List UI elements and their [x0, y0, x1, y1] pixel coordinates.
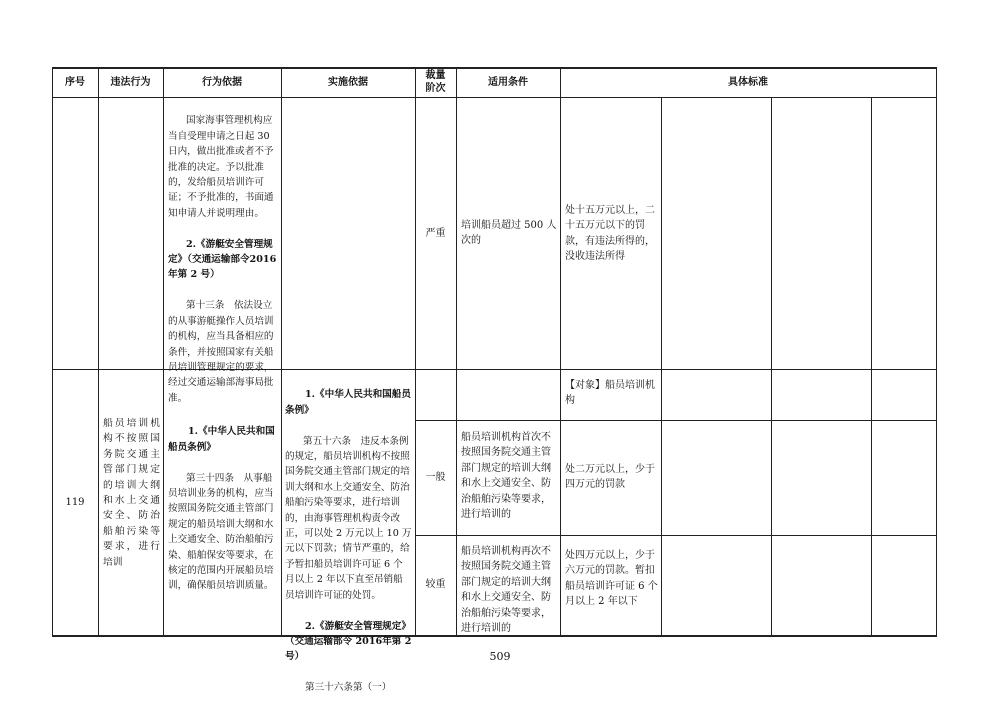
- col-border: [661, 97, 662, 637]
- col-border: [560, 67, 561, 637]
- basis-article-text: 第十三条 依法设立的从事游艇操作人员培训的机构，应当具备相应的条件，并按照国家有关船员培训管理规定的要求，经过交通运输部海事局批准。: [168, 300, 274, 404]
- col-border: [163, 67, 164, 637]
- sub-row-divider: [415, 535, 937, 536]
- header-basis: 行为依据: [202, 76, 242, 88]
- col-border: [771, 97, 772, 637]
- impl-regulation-title-2: 2.《游艇安全管理规定》（交通运输部令 2016年第 2 号）: [285, 620, 412, 663]
- condition-severe: 培训船员超过 500 人次的: [461, 220, 557, 247]
- page-number: 509: [489, 650, 511, 663]
- basis-regulation-title: 2.《游艇安全管理规定》（交通运输部令2016 年第 2 号）: [168, 238, 277, 281]
- basis-119: [168, 409, 278, 609]
- impl-regulation-title: 1.《中华人民共和国船员条例》: [285, 389, 411, 416]
- sub-row-divider: [415, 420, 937, 421]
- table-bottom-border: [52, 635, 937, 637]
- level-general: 一般: [425, 472, 446, 484]
- impl-article-tail: 第三十六条第（一）: [305, 682, 392, 694]
- basis-continuation: [168, 98, 278, 422]
- col-border: [936, 67, 937, 637]
- header-level: 裁量 阶次: [425, 70, 446, 94]
- basis-article-text: 第三十四条 从事船员培训业务的机构，应当按照国务院交通主管部门规定的船员培训大纲和水上交通安全、防治船舶污染、船舶保安等要求，在核定的范围内开展船员培训，确保船员培训质量。: [168, 472, 274, 592]
- standard-general: 处二万元以上，少于四万元的罚款: [565, 464, 655, 491]
- header-impl: 实施依据: [328, 76, 368, 88]
- violation-text: 船员培训机构不按照国务院交通主管部门规定的培训大纲和水上交通安全、防治船舶污染等要求，进行培训: [103, 418, 160, 568]
- col-border: [871, 97, 872, 637]
- standard-heavier: 处四万元以上，少于六万元的罚款。暂扣船员培训许可证 6 个月以上 2 年以下: [565, 550, 658, 608]
- row-seq-number: 119: [65, 496, 85, 508]
- condition-heavier: 船员培训机构再次不按照国务院交通主管部门规定的培训大纲和水上交通安全、防治船舶污染等要求，进行培训的: [461, 546, 551, 634]
- header-violation: 违法行为: [110, 76, 151, 88]
- header-condition: 适用条件: [488, 76, 528, 88]
- basis-text: 国家海事管理机构应当自受理申请之日起 30 日内，做出批准或者不予批准的决定。予以批准的，发给船员培训许可证；不予批准的，书面通知申请人并说明理由。: [168, 115, 274, 219]
- basis-regulation-title: 1.《中华人民共和国船员条例》: [168, 426, 275, 453]
- header-standard: 具体标准: [728, 76, 768, 88]
- impl-article-text: 第五十六条 违反本条例的规定，船员培训机构不按照国务院交通主管部门规定的培训大纲和水上交通安全、防治船舶污染等要求，进行培训的，由海事管理机构责令改正，可以处 2 万元以上 10 万元以下罚款；情节严重的，给予暂扣船员培训许可证 6 个月以上 2 年以下直至吊销船员培训许可证的处罚。: [285, 435, 412, 601]
- target-text: 【对象】船员培训机构: [565, 380, 655, 407]
- level-severe: 严重: [425, 227, 446, 239]
- condition-general: 船员培训机构首次不按照国务院交通主管部门规定的培训大纲和水上交通安全、防治船舶污染等要求，进行培训的: [461, 432, 551, 521]
- col-border: [456, 67, 457, 637]
- standard-severe: 处十五万元以上，二十五万元以下的罚款，有违法所得的，没收违法所得: [565, 205, 655, 263]
- col-border: [98, 67, 99, 637]
- col-border: [281, 67, 282, 637]
- level-heavier: 较重: [425, 579, 446, 591]
- header-seq: 序号: [65, 76, 85, 88]
